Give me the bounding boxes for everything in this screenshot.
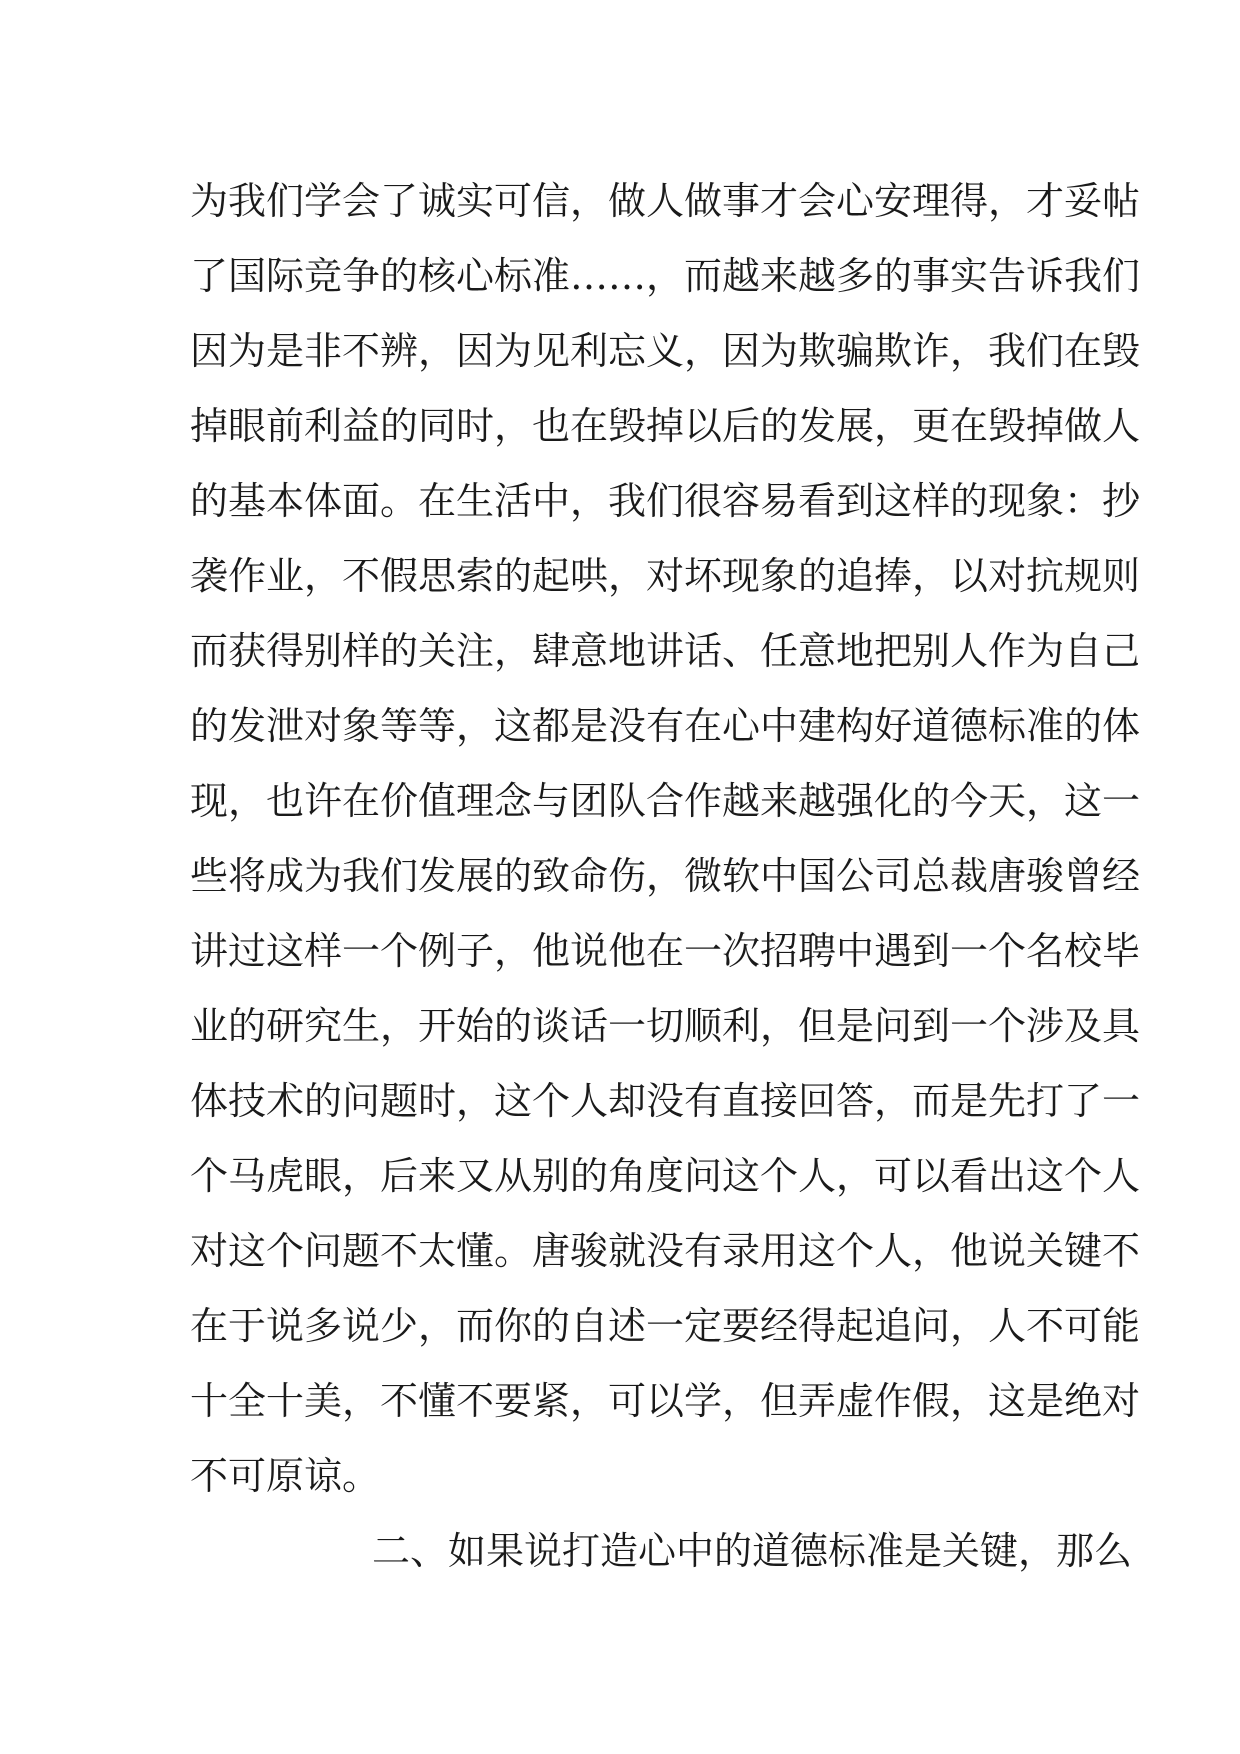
text-line: 个马虎眼，后来又从别的角度问这个人，可以看出这个人 [190, 1154, 1141, 1198]
text-line: 体技术的问题时，这个人却没有直接回答，而是先打了一 [190, 1079, 1141, 1123]
next-paragraph-heading-line: 二、如果说打造心中的道德标准是关键，那么 [372, 1529, 1133, 1573]
paragraph-end-line: 不可原谅。 [190, 1454, 381, 1498]
text-line: 掉眼前利益的同时，也在毁掉以后的发展，更在毁掉做人 [190, 404, 1141, 448]
text-line: 而获得别样的关注，肆意地讲话、任意地把别人作为自己 [190, 629, 1141, 673]
text-line: 讲过这样一个例子，他说他在一次招聘中遇到一个名校毕 [190, 929, 1141, 973]
text-line: 现，也许在价值理念与团队合作越来越强化的今天，这一 [190, 779, 1141, 823]
text-line: 了国际竞争的核心标准……，而越来越多的事实告诉我们 [190, 254, 1141, 298]
text-line: 十全十美，不懂不要紧，可以学，但弄虚作假，这是绝对 [190, 1379, 1141, 1423]
text-line: 为我们学会了诚实可信，做人做事才会心安理得，才妥帖 [190, 179, 1141, 223]
text-line: 对这个问题不太懂。唐骏就没有录用这个人，他说关键不 [190, 1229, 1141, 1273]
text-line: 袭作业，不假思索的起哄，对坏现象的追捧，以对抗规则 [190, 554, 1141, 598]
body-text [190, 164, 1141, 1589]
text-line: 业的研究生，开始的谈话一切顺利，但是问到一个涉及具 [190, 1004, 1141, 1048]
text-line: 的发泄对象等等，这都是没有在心中建构好道德标准的体 [190, 704, 1141, 748]
text-line: 在于说多说少，而你的自述一定要经得起追问，人不可能 [190, 1304, 1141, 1348]
text-line: 因为是非不辨，因为见利忘义，因为欺骗欺诈，我们在毁 [190, 329, 1141, 373]
text-line: 些将成为我们发展的致命伤，微软中国公司总裁唐骏曾经 [190, 854, 1141, 898]
text-line: 的基本体面。在生活中，我们很容易看到这样的现象：抄 [190, 479, 1141, 523]
